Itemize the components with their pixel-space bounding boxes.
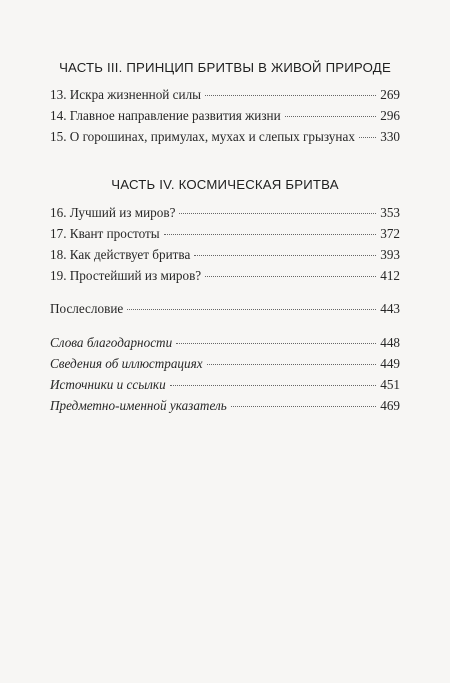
part-3-heading: ЧАСТЬ III. ПРИНЦИП БРИТВЫ В ЖИВОЙ ПРИРОДЕ [59, 60, 391, 75]
dot-leader [127, 309, 376, 310]
toc-entry-15 [50, 129, 400, 145]
toc-entry-16 [50, 205, 400, 221]
dot-leader [194, 255, 376, 256]
toc-entry-page: 330 [380, 129, 400, 144]
dot-leader [170, 385, 377, 386]
toc-entry-page: 448 [380, 335, 400, 350]
toc-entry-title: Источники и ссылки [50, 377, 166, 392]
dot-leader [359, 137, 376, 138]
toc-entry-title: 13. Искра жизненной силы [50, 87, 202, 102]
toc-entry-title: Сведения об иллюстрациях [50, 356, 203, 371]
toc-entry-page: 449 [380, 356, 400, 371]
toc-entry-afterword [50, 301, 400, 317]
toc-entry-title: 18. Как действует бритва [50, 247, 191, 262]
part-4-heading: ЧАСТЬ IV. КОСМИЧЕСКАЯ БРИТВА [111, 177, 339, 192]
toc-entry-13 [50, 87, 400, 103]
toc-entry-title: 17. Квант простоты [50, 226, 160, 241]
toc-entry-title: 19. Простейший из миров? [50, 268, 202, 283]
toc-entry-page: 372 [380, 226, 400, 241]
toc-entry-page: 451 [380, 377, 400, 392]
toc-entry-page: 296 [380, 108, 400, 123]
dot-leader [176, 343, 376, 344]
toc-entry-page: 269 [380, 87, 400, 102]
toc-entry-sources [50, 377, 400, 393]
toc-entry-page: 393 [380, 247, 400, 262]
toc-entry-title: 16. Лучший из миров? [50, 205, 176, 220]
toc-entry-page: 412 [380, 268, 400, 283]
dot-leader [164, 234, 377, 235]
toc-entry-page: 469 [380, 398, 400, 413]
toc-entry-page: 443 [380, 301, 400, 316]
toc-entry-17 [50, 226, 400, 242]
toc-entry-illustrations [50, 356, 400, 372]
toc-entry-title: Предметно-именной указатель [50, 398, 227, 413]
toc-entry-title: Послесловие [50, 301, 124, 316]
dot-leader [205, 276, 376, 277]
toc-entry-14 [50, 108, 400, 124]
dot-leader [205, 95, 376, 96]
dot-leader [285, 116, 377, 117]
dot-leader [207, 364, 377, 365]
toc-entry-19 [50, 268, 400, 284]
dot-leader [179, 213, 376, 214]
toc-entry-title: 15. О горошинах, примулах, мухах и слепых грызунах [50, 129, 355, 144]
toc-entry-index [50, 398, 400, 414]
dot-leader [231, 406, 377, 407]
toc-entry-title: Слова благодарности [50, 335, 173, 350]
toc-entry-18 [50, 247, 400, 263]
toc-entry-title: 14. Главное направление развития жизни [50, 108, 281, 123]
toc-entry-acknowledgements [50, 335, 400, 351]
toc-entry-page: 353 [380, 205, 400, 220]
